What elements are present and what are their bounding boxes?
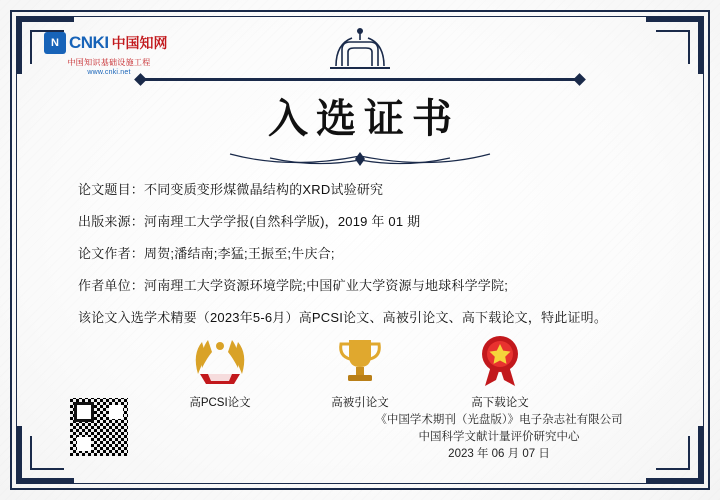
field-statement: 该论文入选学术精要（2023年5-6月）高PCSI论文、高被引论文、高下载论文，特此证明。	[78, 310, 608, 325]
issuer-company: 《中国学术期刊（光盘版）》电子杂志社有限公司	[375, 414, 623, 426]
award-item-cited	[312, 332, 408, 410]
field-publication-source: 出版来源：河南理工大学学报(自然科学版)，2019 年 01 期	[78, 214, 421, 229]
qr-code[interactable]	[70, 398, 128, 456]
cnki-wordmark-cn: 中国知网	[111, 35, 168, 51]
wreath-icon	[172, 332, 268, 388]
corner-ornament-bottom-left	[16, 426, 74, 484]
award-label-download: 高下载论文	[471, 397, 529, 409]
award-item-download	[452, 332, 548, 410]
cnki-mark-icon: N	[44, 32, 66, 54]
issue-date: 2023 年 06 月 07 日	[448, 448, 550, 460]
field-affiliations: 作者单位：河南理工大学资源环境学院;中国矿业大学资源与地球科学学院;	[78, 278, 509, 293]
certificate-title-block	[0, 78, 720, 172]
issuer-footer	[334, 412, 664, 463]
rosette-icon	[452, 332, 548, 388]
trophy-icon	[312, 332, 408, 388]
cnki-logo-row	[44, 32, 174, 54]
cnki-wordmark: CNKI	[69, 33, 109, 52]
award-item-pcsi	[172, 332, 268, 410]
field-authors: 论文作者：周贺;潘结南;李猛;王振至;牛庆合;	[78, 246, 335, 261]
cnki-url: www.cnki.net	[87, 69, 131, 76]
title-flourish-ornament	[210, 146, 510, 172]
cnki-subtitle: 中国知识基础设施工程	[67, 58, 151, 67]
cnki-logo	[44, 32, 174, 76]
corner-ornament-top-right	[646, 16, 704, 74]
crown-ornament-icon	[300, 26, 420, 72]
certificate-body	[78, 180, 644, 340]
title-rule-top	[145, 78, 575, 81]
award-label-pcsi: 高PCSI论文	[189, 397, 251, 409]
page-title: 入选证书	[268, 96, 460, 141]
issuer-center: 中国科学文献计量评价研究中心	[418, 431, 580, 443]
field-paper-title: 论文题目：不同变质变形煤微晶结构的XRD试验研究	[78, 182, 384, 197]
award-label-cited: 高被引论文	[331, 397, 389, 409]
